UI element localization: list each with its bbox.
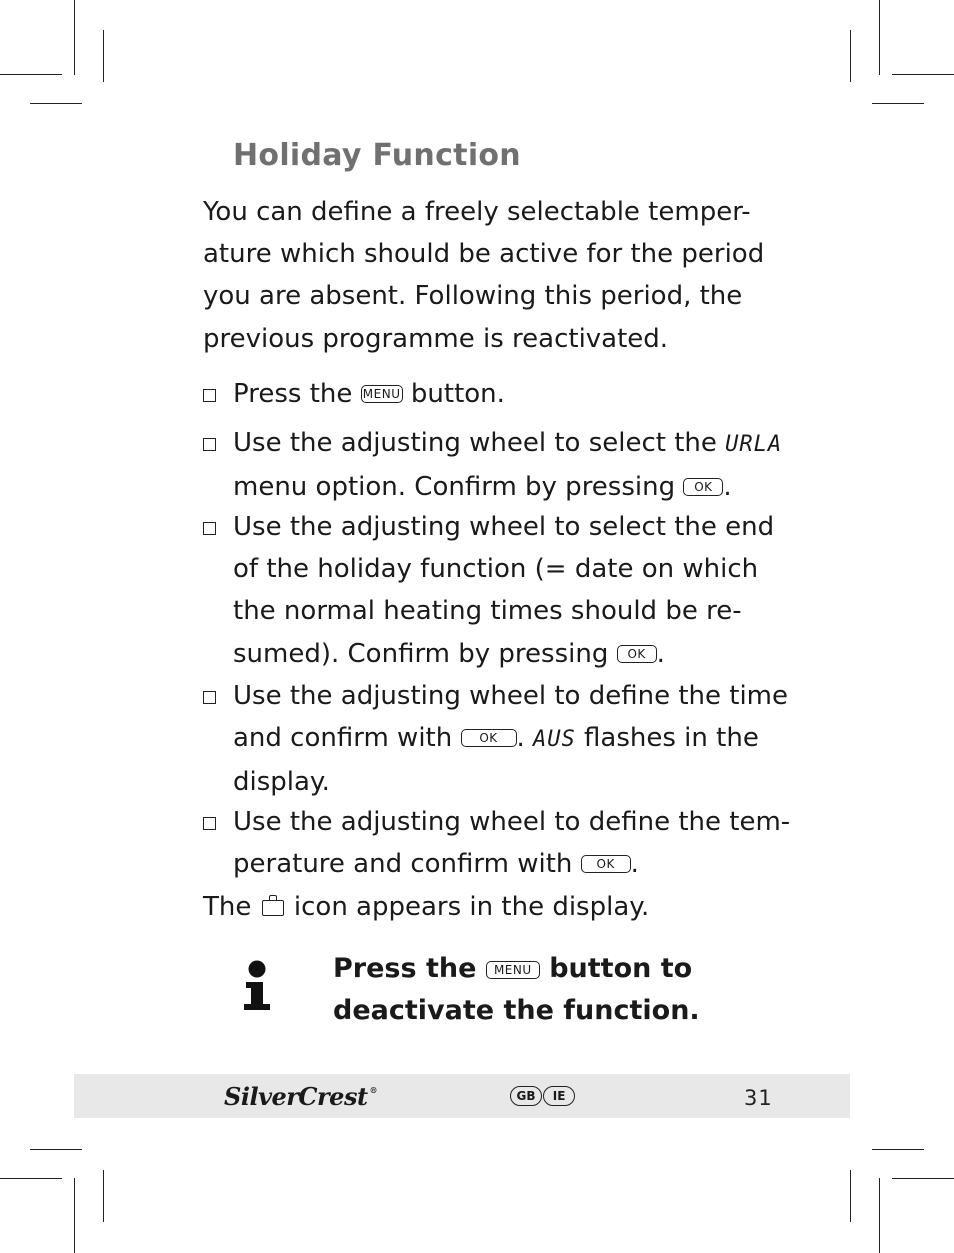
page-title: Holiday Function [233,138,521,173]
ok-key-icon: OK [683,478,723,496]
step-text: Use the adjusting wheel to define the time [233,681,789,711]
country-badge-ie: IE [543,1086,575,1106]
intro-line: ature which should be active for the period [203,239,765,270]
step-text: Use the adjusting wheel to select the end [233,512,775,542]
checkbox-icon [203,438,216,451]
intro-line: You can define a freely selectable temper- [203,197,751,227]
step-1 [203,373,763,415]
step-text: . [723,472,732,503]
page-number: 31 [744,1086,773,1110]
closing-text: The [203,892,260,922]
step-text: the normal heating times should be re- [233,596,742,627]
brand-name: SilverCrest [224,1082,368,1111]
step-text: perature and confirm with [233,849,581,880]
lcd-aus: AUS [533,727,576,753]
country-badges [510,1085,571,1106]
crop-mark [892,1178,954,1179]
crop-mark [872,103,924,104]
step-text: Use the adjusting wheel to define the tem- [233,807,791,837]
intro-paragraph [203,191,763,360]
ok-key-icon: OK [581,855,631,873]
crop-mark [0,74,62,75]
crop-mark [879,1178,880,1253]
crop-mark [872,1149,924,1150]
crop-mark [850,1170,851,1222]
crop-mark [0,1178,62,1179]
step-text: . [656,638,665,669]
step-text: and confirm with [233,723,461,754]
note-text: deactivate the function. [333,995,700,1026]
suitcase-icon [262,900,284,916]
step-text: sumed). Confirm by pressing [233,638,617,669]
crop-mark [30,103,82,104]
step-text: menu option. Confirm by pressing [233,472,684,503]
step-4 [203,675,789,804]
info-icon [240,960,274,1012]
step-text: . [516,723,534,754]
crop-mark [74,1178,75,1253]
checkbox-icon [203,817,216,830]
crop-mark [850,30,851,82]
closing-line [203,886,763,928]
menu-key-icon: MENU [361,385,403,403]
step-text: Use the adjusting wheel to select the [233,428,726,458]
ok-key-icon: OK [461,729,517,747]
crop-mark [103,30,104,82]
country-badge-gb: GB [510,1086,542,1106]
info-note [333,948,700,1032]
checkbox-icon [203,389,216,402]
step-3 [203,506,775,675]
step-text: of the holiday function (= date on which [233,554,759,585]
note-text: Press the [333,953,486,984]
step-text: Press the [233,379,361,409]
menu-key-icon: MENU [486,961,540,979]
step-2 [203,422,783,508]
checkbox-icon [203,522,216,535]
crop-mark [74,0,75,75]
step-text: button. [402,379,505,409]
checkbox-icon [203,691,216,704]
crop-mark [103,1170,104,1222]
ok-key-icon: OK [617,645,657,663]
brand-logo [224,1082,377,1111]
step-5 [203,801,791,885]
registered-mark: ® [369,1085,378,1095]
step-text: . [630,849,639,880]
note-text: button to [539,953,693,984]
lcd-urla: URLA [725,432,783,457]
page-footer [74,1074,850,1118]
step-text: flashes in the [575,723,759,754]
intro-line: previous programme is reactivated. [203,323,669,354]
crop-mark [30,1149,82,1150]
closing-text: icon appears in the display. [285,892,650,922]
step-text: display. [233,767,330,798]
intro-line: you are absent. Following this period, the [203,281,743,312]
crop-mark [892,74,954,75]
crop-mark [879,0,880,75]
